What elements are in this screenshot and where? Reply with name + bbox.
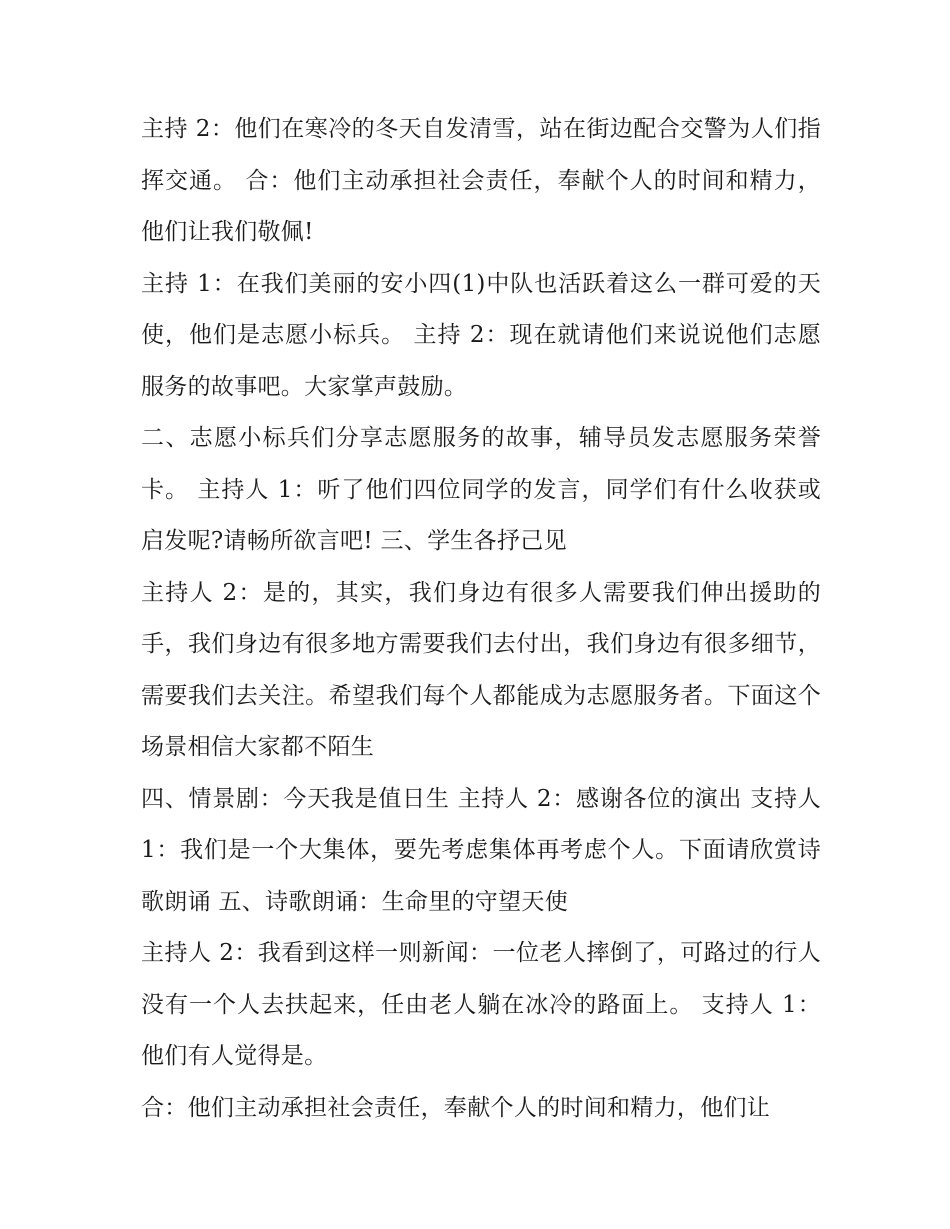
paragraph: 四、情景剧：今天我是值日生 主持人 2：感谢各位的演出 支持人 1：我们是一个大集体，要先考虑集体再考虑个人。下面请欣赏诗歌朗诵 五、诗歌朗诵：生命里的守望天使	[141, 785, 821, 915]
paragraph: 主持 2：他们在寒冷的冬天自发清雪，站在街边配合交警为人们指挥交通。 合：他们主动承担社会责任，奉献个人的时间和精力，他们让我们敬佩!	[141, 116, 821, 245]
paragraph: 二、志愿小标兵们分享志愿服务的故事，辅导员发志愿服务荣誉卡。 主持人 1：听了他们四位同学的发言，同学们有什么收获或启发呢?请畅所欲言吧! 三、学生各抒己见	[141, 425, 821, 554]
document-body	[141, 104, 821, 1134]
paragraph: 主持人 2：我看到这样一则新闻：一位老人摔倒了，可路过的行人没有一个人去扶起来，任由老人躺在冰冷的路面上。 支持人 1：他们有人觉得是。	[141, 940, 821, 1069]
paragraph: 合：他们主动承担社会责任，奉献个人的时间和精力，他们让	[141, 1094, 771, 1121]
paragraph: 主持人 2：是的，其实，我们身边有很多人需要我们伸出援助的手，我们身边有很多地方需要我们去付出，我们身边有很多细节，需要我们去关注。希望我们每个人都能成为志愿服务者。下面这个场景相信大家都不陌生	[141, 579, 821, 760]
paragraph: 主持 1：在我们美丽的安小四(1)中队也活跃着这么一群可爱的天使，他们是志愿小标兵。 主持 2：现在就请他们来说说他们志愿服务的故事吧。大家掌声鼓励。	[141, 270, 821, 400]
